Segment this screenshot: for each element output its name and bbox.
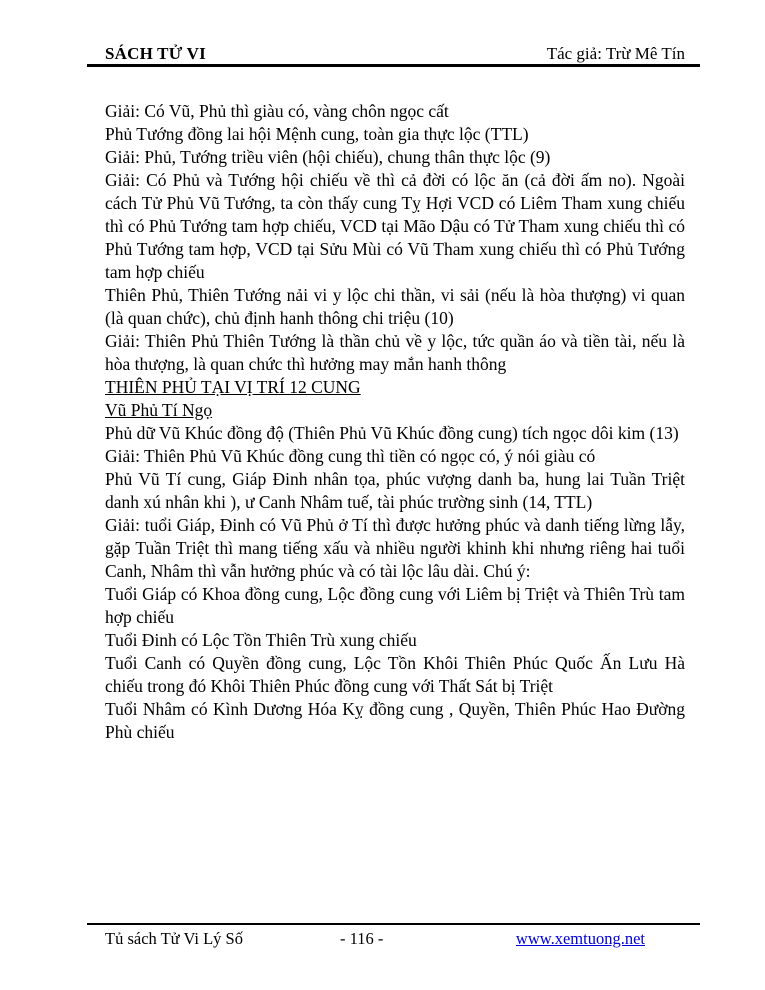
footer-series-title: Tủ sách Tử Vi Lý Số [105,929,243,948]
footer-divider [87,923,700,925]
paragraph: Phủ Vũ Tí cung, Giáp Đinh nhân tọa, phúc vượng danh ba, hung lai Tuần Triệt danh xú nhân khi ), ư Canh Nhâm tuế, tài phúc trường sinh (14, TTL) [105,469,685,512]
page-header [105,44,685,64]
paragraph: Thiên Phủ, Thiên Tướng nải vi y lộc chi thần, vi sải (nếu là hòa thượng) vi quan (là quan chức), chủ định hanh thông chi triệu (10) [105,285,685,328]
website-link[interactable]: www.xemtuong.net [515,929,645,948]
paragraph: Giải: Thiên Phủ Thiên Tướng là thần chủ về y lộc, tức quần áo và tiền tài, nếu là hòa thượng, là quan chức thì hưởng may mắn hanh thông [105,331,685,374]
page-footer [105,928,685,952]
paragraph: Giải: Thiên Phủ Vũ Khúc đồng cung thì tiền có ngọc có, ý nói giàu có [105,446,596,466]
page-number: - 116 - [340,929,384,948]
paragraph: Phủ dữ Vũ Khúc đồng độ (Thiên Phủ Vũ Khúc đồng cung) tích ngọc dôi kim (13) [105,423,679,443]
paragraph: Giải: tuổi Giáp, Đinh có Vũ Phủ ở Tí thì được hưởng phúc và danh tiếng lừng lẫy, gặp Tuần Triệt thì mang tiếng xấu và nhiều người khinh khi nhưng riêng hai tuổi Canh, Nhâm thì vẫn hưởng phúc và có tài lộc lâu dài. Chú ý: [105,515,685,581]
paragraph: Tuổi Canh có Quyền đồng cung, Lộc Tồn Khôi Thiên Phúc Quốc Ấn Lưu Hà chiếu trong đó Khôi Thiên Phúc đồng cung với Thất Sát bị Triệt [105,653,685,696]
paragraph: Giải: Có Phủ và Tướng hội chiếu về thì cả đời có lộc ăn (cả đời ấm no). Ngoài cách Tử Phủ Vũ Tướng, ta còn thấy cung Tỵ Hợi VCD có Liêm Tham xung chiếu thì có Phủ Tướng tam hợp chiếu, VCD tại Mão Dậu có Tử Tham xung chiếu thì có Phủ Tướng tam hợp, VCD tại Sửu Mùi có Vũ Tham xung chiếu thì có Phủ Tướng tam hợp chiếu [105,170,685,282]
book-title: SÁCH TỬ VI [105,44,206,63]
paragraph: Tuổi Nhâm có Kình Dương Hóa Kỵ đồng cung , Quyền, Thiên Phúc Hao Đường Phù chiếu [105,699,685,742]
paragraph: Tuổi Giáp có Khoa đồng cung, Lộc đồng cung với Liêm bị Triệt và Thiên Trù tam hợp chiếu [105,584,685,627]
subsection-heading: Vũ Phủ Tí Ngọ [105,400,213,420]
paragraph: Giải: Có Vũ, Phủ thì giàu có, vàng chôn ngọc cất [105,101,449,121]
document-body [105,100,685,744]
paragraph: Phủ Tướng đồng lai hội Mệnh cung, toàn gia thực lộc (TTL) [105,124,529,144]
paragraph: Giải: Phủ, Tướng triều viên (hội chiếu), chung thân thực lộc (9) [105,147,551,167]
header-divider [87,64,700,67]
paragraph: Tuổi Đinh có Lộc Tồn Thiên Trù xung chiếu [105,630,417,650]
author-label: Tác giả: Trừ Mê Tín [546,44,685,63]
section-heading: THIÊN PHỦ TẠI VỊ TRÍ 12 CUNG [105,377,361,397]
